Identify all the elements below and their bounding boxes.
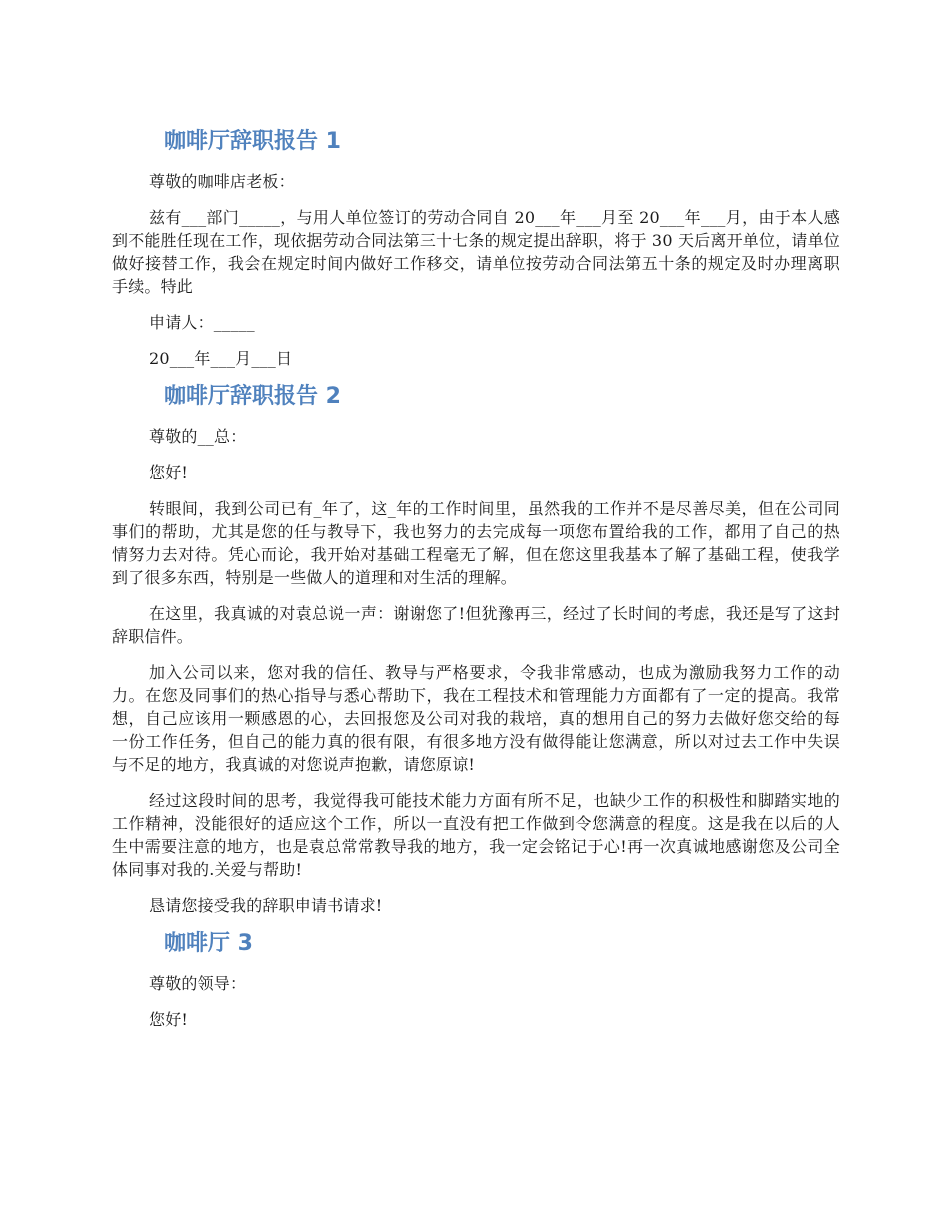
section-2-greeting: 您好! — [149, 463, 189, 482]
section-1-applicant: 申请人：_____ — [149, 313, 255, 332]
section-3-salutation: 尊敬的领导： — [149, 974, 247, 993]
section-3-heading: 咖啡厅 3 — [164, 931, 253, 956]
section-1-heading: 咖啡厅辞职报告 1 — [164, 129, 341, 154]
section-1-date: 20___年___月___日 — [149, 349, 293, 368]
section-1-salutation: 尊敬的咖啡店老板： — [149, 172, 295, 191]
section-2-paragraph-3: 加入公司以来，您对我的信任、教导与严格要求，令我非常感动，也成为激励我努力工作的动力。在您及同事们的热心指导与悉心帮助下，我在工程技术和管理能力方面都有了一定的提高。我常想，自己应该用一颗感恩的心，去回报您及公司对我的栽培，真的想用自己的努力去做好您交给的每一份工作任务，但自己的能力真的很有限，有很多地方没有做得能让您满意，所以对过去工作中失误与不足的地方，我真诚的对您说声抱歉，请您原谅! — [112, 663, 840, 774]
section-2-paragraph-1: 转眼间，我到公司已有_年了，这_年的工作时间里，虽然我的工作并不是尽善尽美，但在公司同事们的帮助，尤其是您的任与教导下，我也努力的去完成每一项您布置给我的工作，都用了自己的热情努力去对待。凭心而论，我开始对基础工程毫无了解，但在您这里我基本了解了基础工程，使我学到了很多东西，特别是一些做人的道理和对生活的理解。 — [112, 499, 840, 587]
document-page — [112, 125, 840, 1031]
section-2-salutation: 尊敬的__总： — [149, 427, 247, 446]
section-1-body: 兹有___部门_____，与用人单位签订的劳动合同自 20___年___月至 20___年___月，由于本人感到不能胜任现在工作，现依据劳动合同法第三十七条的规定提出辞职，将于 30 天后离开单位，请单位做好接替工作，我会在规定时间内做好工作移交，请单位按劳动合同法第五十条的规定及时办理离职手续。特此 — [112, 208, 840, 296]
section-3-greeting: 您好! — [149, 1010, 189, 1029]
section-2-heading: 咖啡厅辞职报告 2 — [164, 384, 341, 409]
section-2-closing: 恳请您接受我的辞职申请书请求! — [149, 896, 383, 915]
section-2-paragraph-4: 经过这段时间的思考，我觉得我可能技术能力方面有所不足，也缺少工作的积极性和脚踏实地的工作精神，没能很好的适应这个工作，所以一直没有把工作做到令您满意的程度。这是我在以后的人生中需要注意的地方，也是袁总常常教导我的地方，我一定会铭记于心!再一次真诚地感谢您及公司全体同事对我的.关爱与帮助! — [112, 791, 840, 879]
section-2-paragraph-2: 在这里，我真诚的对袁总说一声：谢谢您了!但犹豫再三，经过了长时间的考虑，我还是写了这封辞职信件。 — [112, 604, 840, 646]
